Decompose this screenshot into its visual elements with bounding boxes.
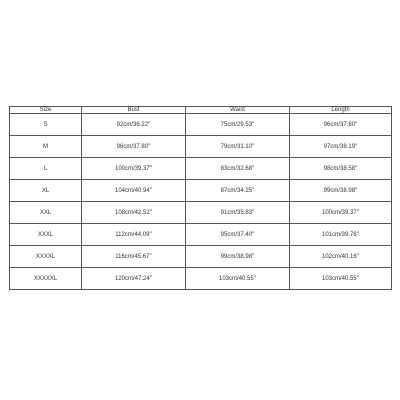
cell-bust: 116cm/45.67'' [82, 246, 186, 268]
table-row [10, 136, 392, 158]
cell-bust: 112cm/44.09'' [82, 224, 186, 246]
cell-bust: 104cm/40.94'' [82, 180, 186, 202]
cell-size: S [10, 114, 82, 136]
table-row [10, 158, 392, 180]
header-size: Size [10, 107, 82, 114]
cell-waist: 87cm/34.25'' [186, 180, 290, 202]
table-row [10, 224, 392, 246]
cell-length: 100cm/39.37'' [290, 202, 392, 224]
table-row [10, 114, 392, 136]
cell-size: XXL [10, 202, 82, 224]
header-bust: Bust [82, 107, 186, 114]
cell-waist: 83cm/32.68'' [186, 158, 290, 180]
cell-size: XL [10, 180, 82, 202]
cell-size: XXXXXL [10, 268, 82, 290]
cell-waist: 99cm/38.98'' [186, 246, 290, 268]
table-row [10, 268, 392, 290]
cell-length: 96cm/37.80'' [290, 114, 392, 136]
cell-waist: 75cm/29.53'' [186, 114, 290, 136]
cell-length: 101cm/39.76'' [290, 224, 392, 246]
cell-waist: 95cm/37.40'' [186, 224, 290, 246]
cell-waist: 79cm/31.10'' [186, 136, 290, 158]
cell-waist: 103cm/40.55'' [186, 268, 290, 290]
cell-bust: 96cm/37.80'' [82, 136, 186, 158]
cell-size: M [10, 136, 82, 158]
cell-length: 99cm/38.98'' [290, 180, 392, 202]
cell-bust: 100cm/39.37'' [82, 158, 186, 180]
header-row [10, 107, 392, 114]
cell-waist: 91cm/35.83'' [186, 202, 290, 224]
cell-bust: 92cm/36.22'' [82, 114, 186, 136]
header-length: Length [290, 107, 392, 114]
table-row [10, 180, 392, 202]
table-row [10, 246, 392, 268]
cell-length: 97cm/38.19'' [290, 136, 392, 158]
cell-length: 98cm/38.58'' [290, 158, 392, 180]
size-chart-table [9, 106, 392, 290]
cell-length: 103cm/40.55'' [290, 268, 392, 290]
cell-size: XXXXL [10, 246, 82, 268]
cell-size: L [10, 158, 82, 180]
cell-bust: 108cm/42.52'' [82, 202, 186, 224]
header-waist: Waist [186, 107, 290, 114]
cell-size: XXXL [10, 224, 82, 246]
cell-length: 102cm/40.16'' [290, 246, 392, 268]
table-row [10, 202, 392, 224]
cell-bust: 120cm/47.24'' [82, 268, 186, 290]
